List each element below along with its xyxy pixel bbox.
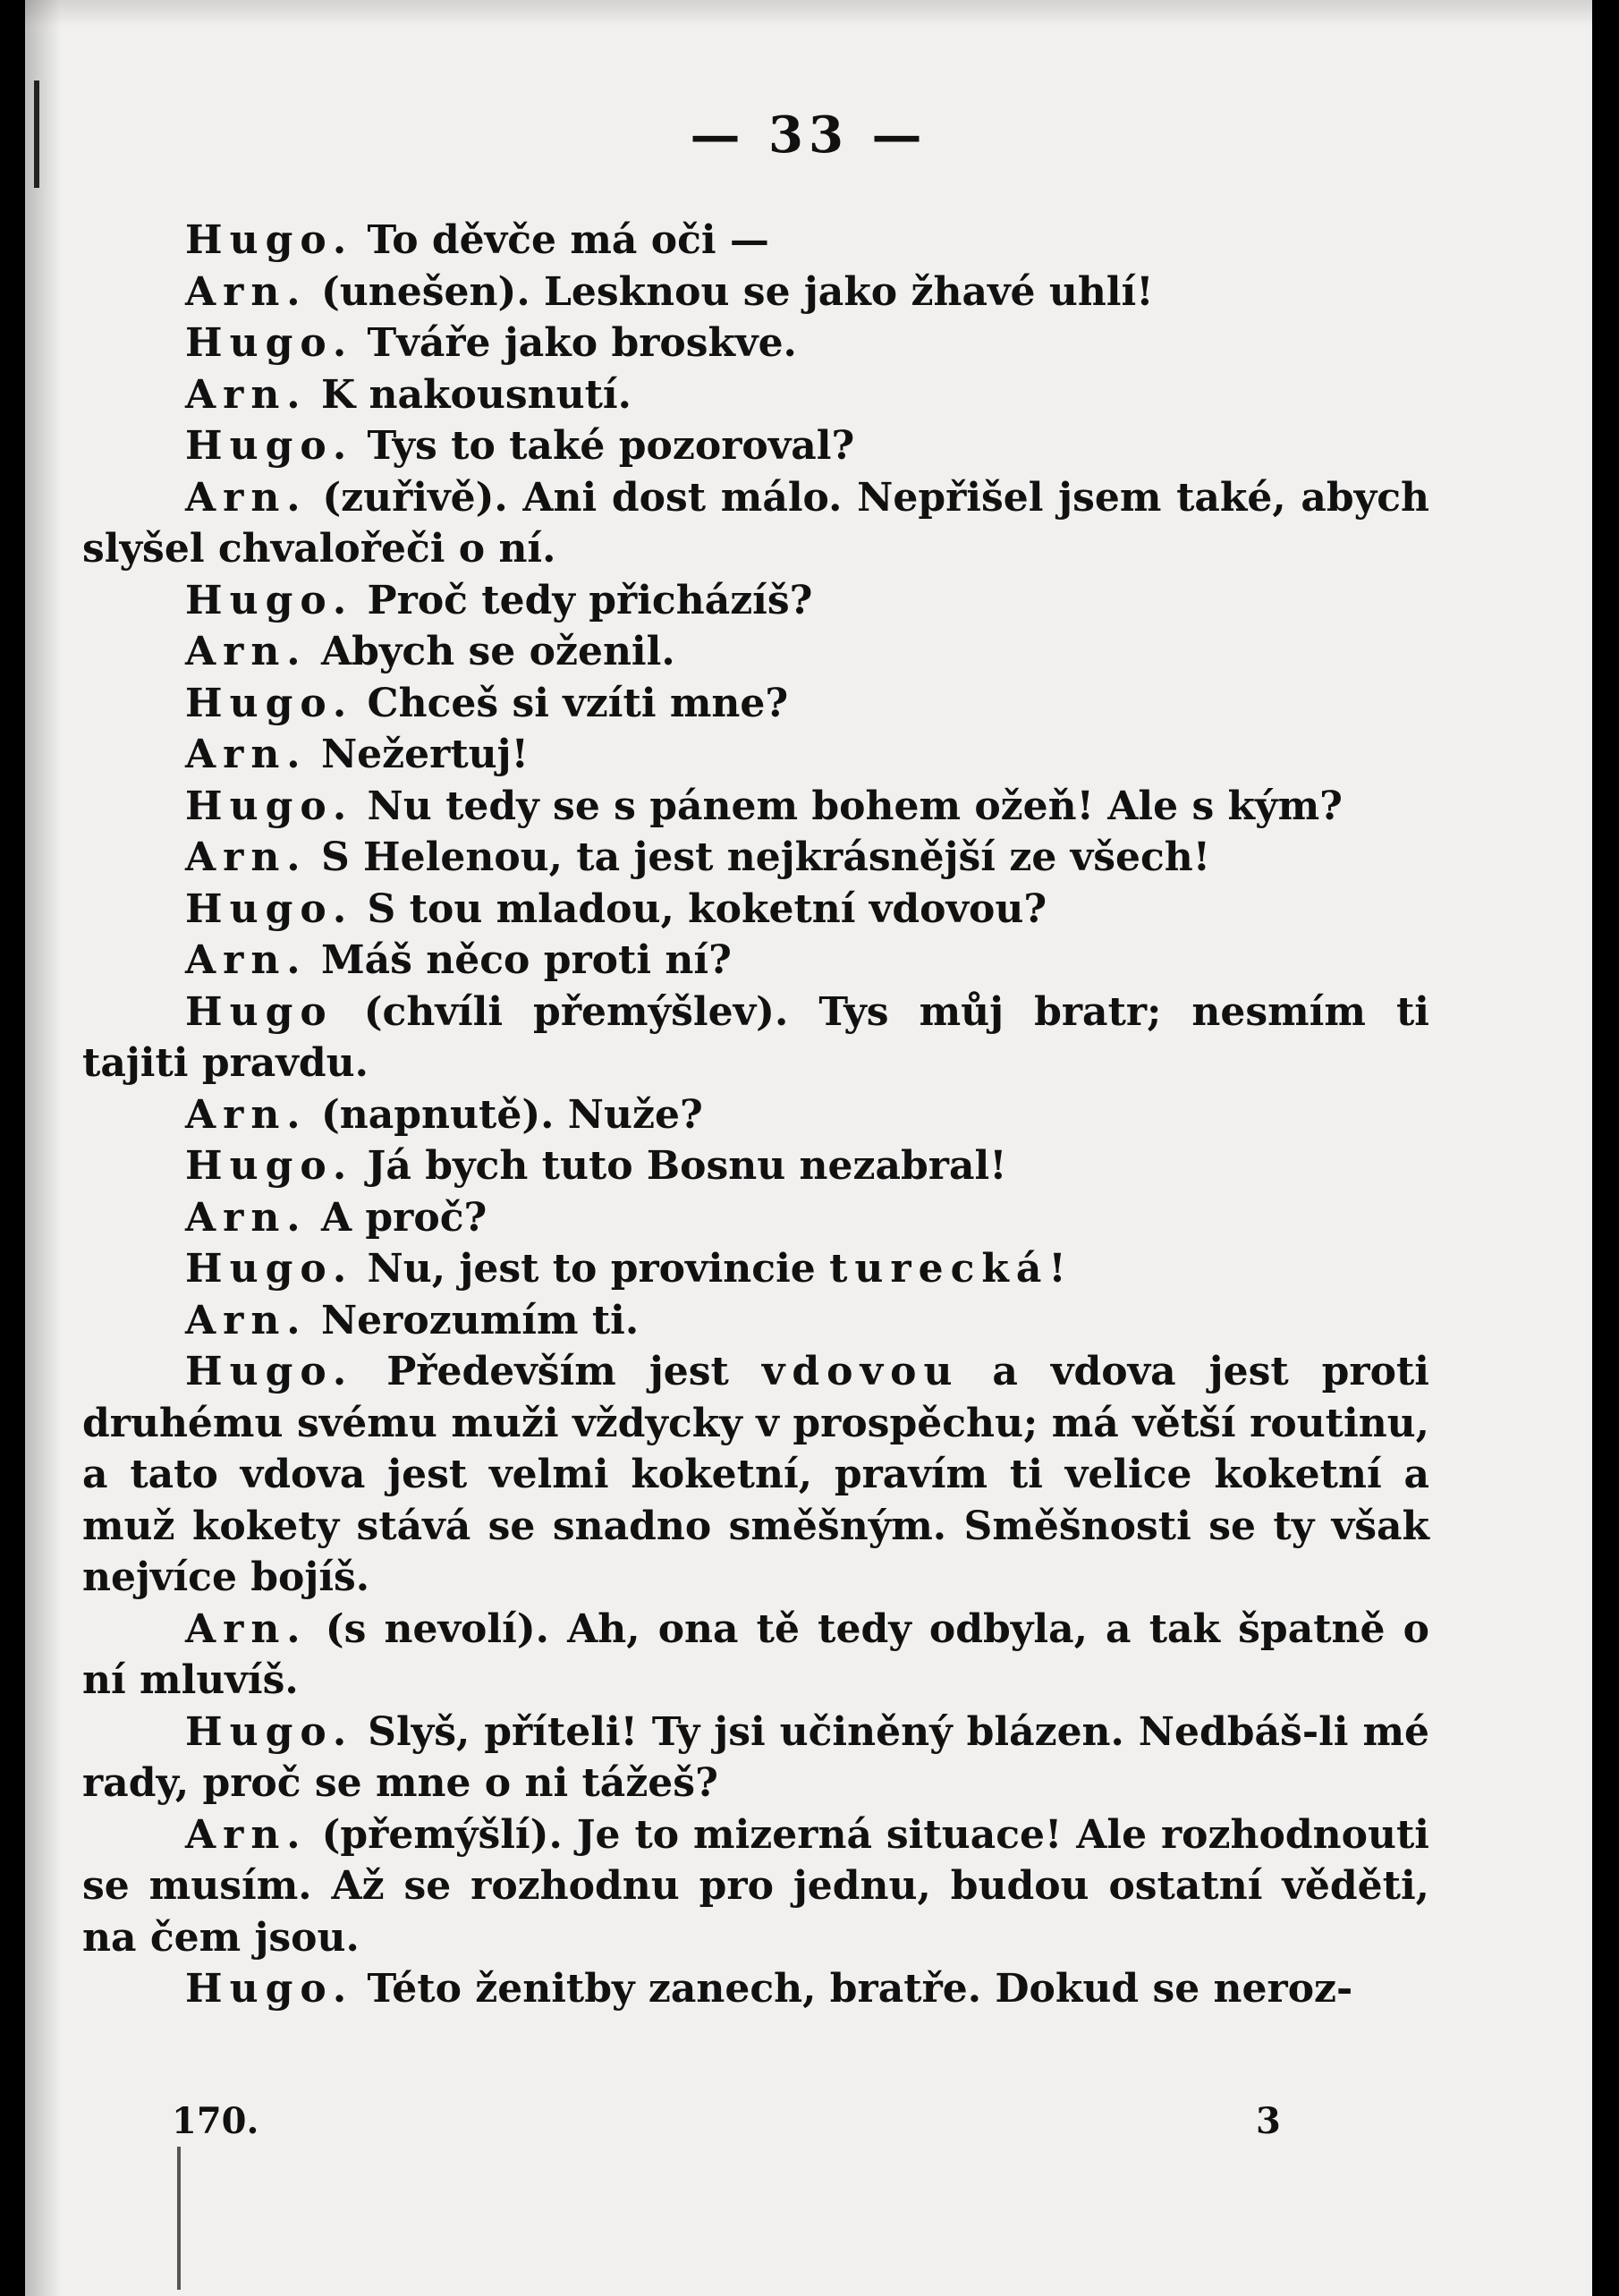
dialogue-line (82, 215, 1429, 267)
dialogue-line (82, 1243, 1429, 1295)
speaker-name: Arn. (185, 371, 308, 418)
sheet-number: 3 (1256, 2100, 1281, 2142)
dialogue-line (82, 472, 1429, 575)
speaker-name: Hugo. (185, 217, 354, 263)
line-text: Nu tedy se s pánem bohem ožeň! Ale s kým? (353, 783, 1343, 829)
speaker-name: Hugo. (185, 885, 354, 932)
dialogue-line (82, 420, 1429, 472)
speaker-name: Arn. (185, 268, 308, 315)
speaker-name: Arn. (185, 937, 308, 983)
line-text: Tváře jako broskve. (353, 320, 797, 366)
speaker-name: Arn. (185, 474, 308, 521)
speaker-name: Arn. (185, 1811, 308, 1858)
dialogue-line (82, 1346, 1429, 1604)
line-text: K nakousnutí. (307, 371, 631, 418)
line-text: (s nevolí). Ah, ona tě tedy odbyla, a tak špatně o ní mluvíš. (82, 1606, 1429, 1703)
speaker-name: Hugo. (185, 423, 354, 469)
line-text: (chvíli přemýšlev). Tys můj bratr; nesmím ti tajiti pravdu. (82, 988, 1429, 1086)
speaker-name: Hugo. (185, 1966, 354, 2012)
dialogue-line (82, 318, 1429, 369)
line-text: (přemýšlí). Je to mizerná situace! Ale rozhodnouti se musím. Až se rozhodnu pro jednu, budou ostatní věděti, na čem jsou. (82, 1811, 1429, 1961)
line-text: S Helenou, ta jest nejkrásnější ze všech! (307, 835, 1211, 880)
speaker-name: Hugo. (185, 1349, 354, 1394)
dialogue-line (82, 1963, 1429, 2015)
line-text: Nerozumím ti. (307, 1297, 640, 1343)
dialogue-line (82, 369, 1429, 421)
speaker-name: Hugo. (185, 577, 354, 623)
line-text: S tou mladou, koketní vdovou? (353, 885, 1047, 932)
speaker-name: Arn. (185, 1091, 308, 1138)
line-text: Této ženitby zanech, bratře. Dokud se neroz- (353, 1966, 1353, 2012)
speaker-name: Arn. (185, 1606, 308, 1652)
dialogue-line (82, 1140, 1429, 1192)
speaker-name: Hugo. (185, 1708, 354, 1755)
speaker-name: Hugo. (185, 1246, 354, 1292)
line-text: Proč tedy přicházíš? (353, 577, 813, 623)
speaker-name: Arn. (185, 1194, 308, 1241)
speaker-name: Hugo. (185, 783, 354, 829)
dialogue-line (82, 935, 1429, 987)
line-text: ! (1048, 1246, 1066, 1292)
line-text: A proč? (307, 1194, 487, 1241)
page-footer (25, 2100, 1592, 2154)
dialogue-line (82, 678, 1429, 730)
margin-scratch (177, 2147, 181, 2290)
speaker-name: Arn. (185, 835, 308, 880)
dialogue-line (82, 781, 1429, 833)
line-text: Nežertuj! (307, 732, 529, 777)
line-text: Abych se oženil. (307, 629, 675, 674)
speaker-name: Hugo. (185, 320, 354, 366)
dialogue-line (82, 1809, 1429, 1964)
dialogue-line (82, 267, 1429, 318)
line-text: To děvče má oči — (353, 217, 769, 263)
dialogue-line (82, 884, 1429, 936)
dialogue-line (82, 1604, 1429, 1707)
speaker-name: Arn. (185, 629, 308, 674)
line-text: Já bych tuto Bosnu nezabral! (353, 1143, 1007, 1189)
line-text: (zuřivě). Ani dost málo. Nepřišel jsem také, abych slyšel chvalořeči o ní. (82, 474, 1429, 572)
line-text: Nu, jest to provincie (353, 1246, 830, 1292)
printer-signature: 170. (172, 2100, 259, 2142)
dialogue-text (82, 215, 1429, 2015)
book-page (25, 0, 1592, 2296)
speaker-name: Arn. (185, 732, 308, 777)
emphasized-word: vdovou (761, 1349, 960, 1394)
line-text: Máš něco proti ní? (307, 937, 732, 983)
dialogue-line (82, 1295, 1429, 1347)
line-text: Chceš si vzíti mne? (353, 680, 789, 726)
page-number-header: — 33 — (690, 106, 928, 165)
speaker-name: Hugo. (185, 1143, 354, 1189)
dialogue-line (82, 1707, 1429, 1809)
speaker-name: Hugo. (185, 680, 354, 726)
dialogue-line (82, 626, 1429, 678)
dialogue-line (82, 575, 1429, 627)
speaker-name: Hugo (185, 988, 334, 1035)
line-text: (unešen). Lesknou se jako žhavé uhlí! (307, 268, 1154, 315)
line-text: Slyš, příteli! Ty jsi učiněný blázen. Nedbáš-li mé rady, proč se mne o ni tážeš? (82, 1708, 1429, 1806)
line-text: Tys to také pozoroval? (353, 423, 855, 469)
dialogue-line (82, 987, 1429, 1089)
scan-shadow-top (25, 0, 1592, 27)
emphasized-word: turecká (829, 1246, 1049, 1292)
dialogue-line (82, 1089, 1429, 1141)
speaker-name: Arn. (185, 1297, 308, 1343)
dialogue-line (82, 832, 1429, 884)
dialogue-line (82, 1192, 1429, 1244)
line-text: a vdova jest proti druhému svému muži vždycky v prospěchu; má větší routinu, a tato vdova jest velmi koketní, pravím ti velice koketní a muž kokety stává se snadno směšným. Směšnosti se ty však nejvíce bojíš. (82, 1349, 1429, 1600)
dialogue-line (82, 729, 1429, 781)
scan-shadow-left (25, 0, 61, 2296)
line-text: (napnutě). Nuže? (307, 1091, 703, 1138)
line-text: Především jest (353, 1349, 762, 1394)
